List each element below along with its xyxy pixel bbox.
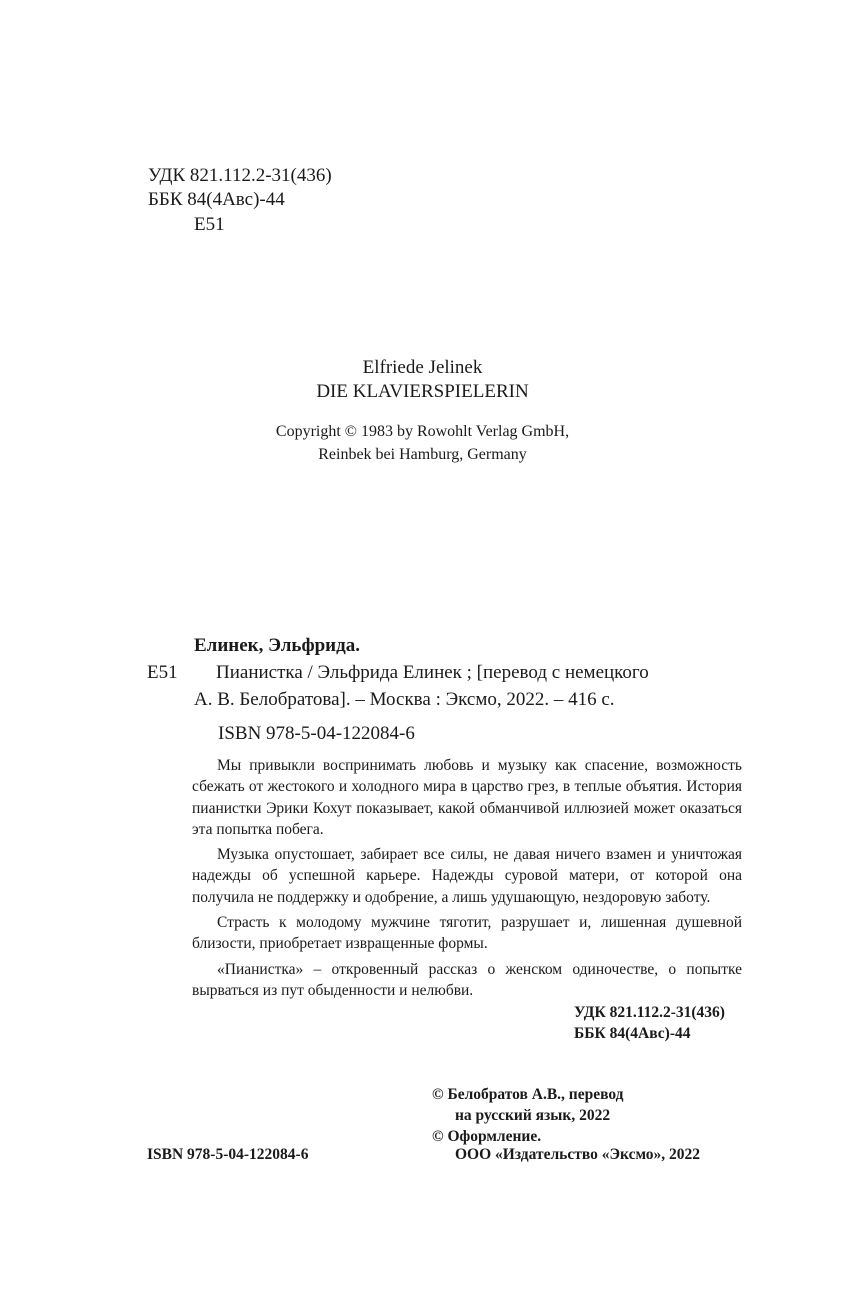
annotation-paragraph: Музыка опустошает, забирает все силы, не давая ничего взамен и уничтожая надежды об успешной карьере. Надежды суровой матери, от которой она получила не поддержку и одобрение, а лишь удушающую, нездоровую заботу. — [192, 846, 742, 906]
annotation — [192, 755, 742, 1005]
copyright-translation-line2: на русский язык, 2022 — [455, 1107, 611, 1124]
annotation-paragraph: Мы привыкли воспринимать любовь и музыку как спасение, возможность сбежать от жестокого и холодного мира в царство грез, в теплые объятия. История пианистки Эрики Кохут показывает, какой обманчивой иллюзией может оказаться эта попытка побега. — [192, 757, 742, 838]
top-bbk: ББК 84(4Авс)-44 — [148, 189, 285, 210]
top-author-mark: Е51 — [194, 214, 225, 235]
original-title: DIE KLAVIERSPIELERIN — [316, 381, 529, 402]
bib-heading: Елинек, Эльфрида. — [194, 635, 360, 656]
original-copyright-line1: Copyright © 1983 by Rowohlt Verlag GmbH, — [275, 423, 570, 440]
copyright-design-line1: © Оформление. — [432, 1128, 542, 1145]
bib-isbn: ISBN 978-5-04-122084-6 — [218, 723, 415, 744]
copyright-design-line2: ООО «Издательство «Эксмо», 2022 — [455, 1146, 701, 1163]
annotation-paragraph: Страсть к молодому мужчине тяготит, разрушает и, лишенная душевной близости, приобретает извращенные формы. — [192, 914, 742, 953]
original-copyright-line2: Reinbek bei Hamburg, Germany — [318, 446, 527, 463]
bottom-bbk: ББК 84(4Авс)-44 — [574, 1025, 691, 1042]
copyright-translation-line1: © Белобратов А.В., перевод — [432, 1086, 624, 1103]
top-udk: УДК 821.112.2-31(436) — [148, 165, 332, 186]
bib-line2: А. В. Белобратова]. – Москва : Эксмо, 2022. – 416 с. — [194, 689, 615, 710]
bib-line1: Пианистка / Эльфрида Елинек ; [перевод с немецкого — [216, 662, 649, 683]
bottom-udk: УДК 821.112.2-31(436) — [574, 1004, 725, 1021]
footer-isbn: ISBN 978-5-04-122084-6 — [147, 1146, 309, 1163]
bib-author-mark: Е51 — [147, 662, 178, 683]
annotation-paragraph: «Пианистка» – откровенный рассказ о женском одиночестве, о попытке вырваться из пут обыденности и нелюбви. — [192, 960, 742, 999]
original-author: Elfriede Jelinek — [362, 357, 483, 378]
